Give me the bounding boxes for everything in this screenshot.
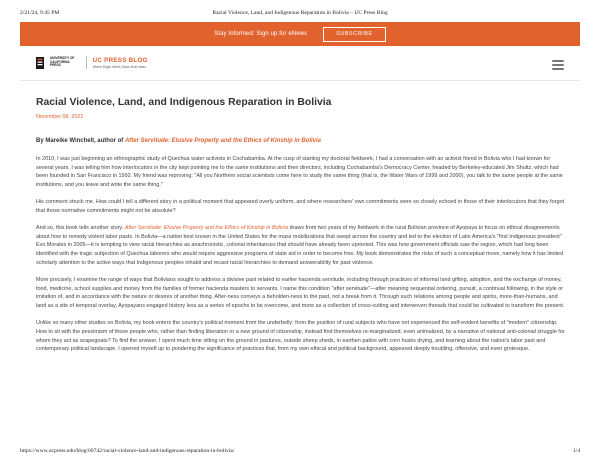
book-title-inline-link[interactable]: After Servitude: Elusive Property and the Ethics of Kinship in Bolivia <box>124 225 288 232</box>
article-byline <box>36 138 321 144</box>
logo-divider <box>86 56 87 69</box>
menu-icon-bar <box>552 64 564 66</box>
print-page-title: Racial Violence, Land, and Indigenous Reparation in Bolivia – UC Press Blog <box>212 10 388 16</box>
print-datetime: 2/21/24, 9:45 PM <box>20 10 60 16</box>
enews-banner <box>20 22 580 46</box>
uc-seal-icon <box>36 57 44 69</box>
print-footer <box>20 448 580 458</box>
university-logo-text: UNIVERSITY OF CALIFORNIA PRESS <box>50 56 75 68</box>
article-title: Racial Violence, Land, and Indigenous Reparation in Bolivia <box>36 97 332 108</box>
paragraph-3-lead: And so, this book tells another story. <box>36 225 125 232</box>
paragraph-1: In 2010, I was just beginning an ethnographic study of Quechua water activists in Cochabamba. At the cusp of starting my doctoral fieldwork, I had a conversation with an activist friend in Bolivia who I had known for several years. I was telling him how interlocutors in the city kept pointing me to the same institutions and their directors, including Cochabamba's Democracy Center, headed by Berkeley-educated Jim Shultz, which had been founded in San Francisco in 1992. My friend was reproving: "All you Northern social scientists come here to study the same thing (that is, the Water Wars of 1999 and 2000), you talk to the same people at the same institutions, and you leave and write the same thing." <box>36 156 563 188</box>
book-title-link[interactable]: After Servitude: Elusive Property and the Ethics of Kinship in Bolivia <box>124 138 322 144</box>
hamburger-menu-icon[interactable] <box>552 60 564 70</box>
press-block <box>93 57 148 69</box>
paragraph-3 <box>36 224 566 267</box>
article-body <box>36 155 566 362</box>
press-tagline: Where Bright Minds Share Bold Ideas <box>92 64 146 69</box>
print-url: https://www.ucpress.edu/blog/60742/racial-violence-land-and-indigenous-reparation-in-bolivia/ <box>20 448 235 454</box>
paragraph-4: More precisely, I examine the range of ways that Bolivians sought to address a divisive past related to earlier hacienda servitude, including through practices of informal land gifting, adoption, and the exchange of money, food, medicine, school supplies and money from the families of former hacienda masters to servants. I name this condition "after servitude"—after meaning sequential ordering, pursuit, a continual following, in the style or imitation of, and in accordance with the nature or desires of another thing. After-ness conveys a beholden-ness to the past, not a break from it. Through such relations among people and spirits, more-than-humans, and land as a site of temporal overlay, Ayopayans engaged history less as a series of epochs to be overcome, and more as a collection of cross-cutting and interwoven threads that could be cultivated to transform the present. <box>36 277 565 309</box>
paragraph-5: Unlike so many other studies on Bolivia, my book enters the country's political moment from the underbelly: from the position of rural subjects who have not experienced the self-evident benefits of "modern" citizenship. How to sit with the pessimism of those people who, rather than finding liberation or a new ground of citizenship, instead find themselves re-marginalized, even animalized, by a narrative of national anti-colonial struggle for whom they act as scapegoats? To find the answer, I spent much time sitting on the ground in pastures, outside sheep sheds, in earthen patios with corn husks drying, and learning about the nation's labor past and contemporary political landscape. I opened myself up to pondering the significance of practices that, from my own ethical and political background, appeared deeply troubling, offensive, and even grotesque. <box>36 320 565 353</box>
print-page-number: 1/4 <box>572 448 580 454</box>
subscribe-button[interactable]: SUBSCRIBE <box>323 27 386 42</box>
header-divider <box>20 80 580 81</box>
menu-icon-bar <box>552 68 564 70</box>
press-title: UC PRESS BLOG <box>92 56 148 64</box>
print-header <box>0 0 600 20</box>
article-date: November 08, 2022 <box>36 114 84 120</box>
paragraph-3-rest: draws from two years of my fieldwork in the rural Bolivian province of Ayopaya to focus on ethical disagreements about how to remedy violent labor pasts. In Bolivia—a nation best known in the United States for the mass mobilizations that swept across the country and led to the election of Latin America's "first Indigenous president" Evo Morales in 2005—it is tempting to view racial hierarchies as anachronistic, colonial inheritances that should have already been uprooted. This was how government officials saw the region, which had long been identified with the tragic subjection of Quechua laborers who would require aggressive programs of state aid in order to become free. My book demonstrates the risks of such a conceptual move, namely how it has limited scholarly attention to the active ways that Indigenous peoples inhabit and recast racial hierarchies to demand answerability for past violence. <box>36 225 564 266</box>
site-header <box>36 56 564 78</box>
banner-text: Stay Informed: Sign up for eNews <box>214 31 308 37</box>
menu-icon-bar <box>552 60 564 62</box>
paragraph-2: His comment struck me. How could I tell a different story in a political moment that appeared overly uniform, and where researchers' own commitments were so closely echoed in those of their interlocutors that they forgot that those normative commitments might not be absolute? <box>36 199 565 214</box>
site-logo[interactable] <box>36 56 564 69</box>
byline-prefix: By Mareike Winchell, author of <box>36 138 125 144</box>
